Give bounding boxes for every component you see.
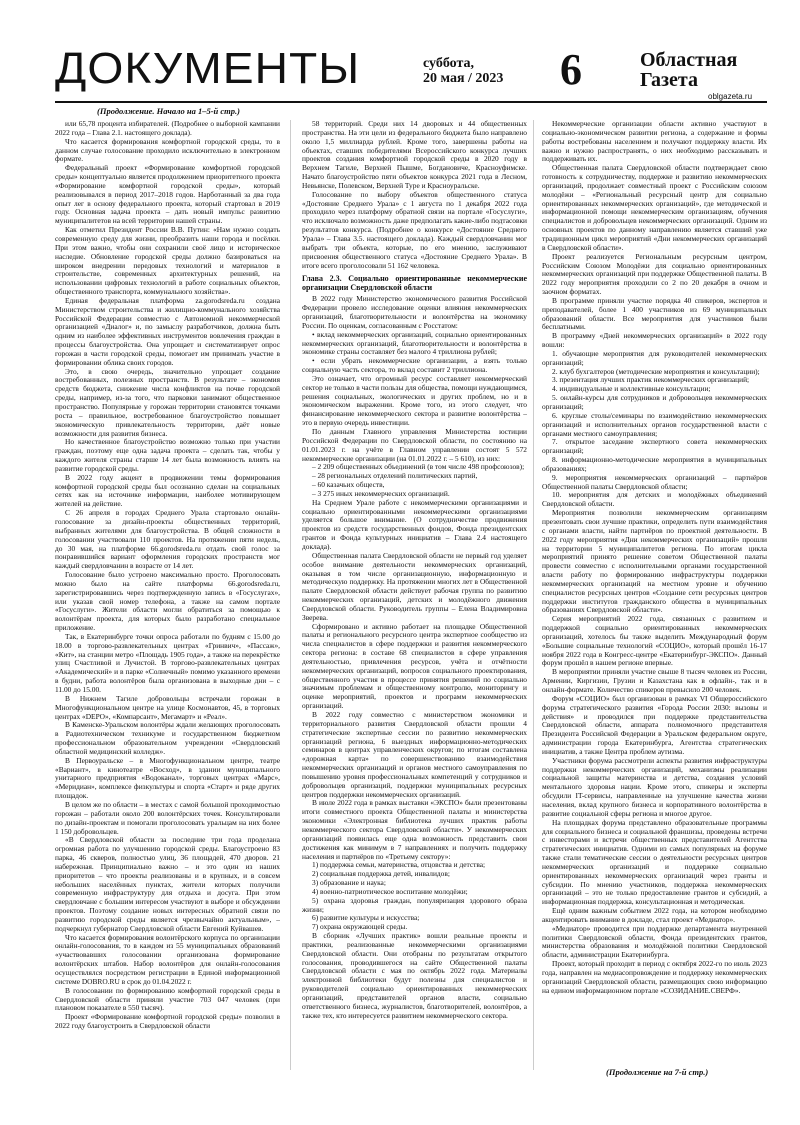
section-title: ДОКУМЕНТЫ [55,44,361,93]
paragraph: 6. круглые столы/семинары по взаимодействию некоммерческих организаций и исполнительных органов государственной власти с органами местного самоуправления; [542,410,767,438]
paragraph: По данным Главного управления Министерства юстиции Российской Федерации по Свердловской области, по состоянию на 01.01.2023 г. на учёте в Главном управлении состоят 5 572 некоммерческие организации (на 01.01.2022 г. – 5 610), из них: [302,427,527,463]
paragraph: Форум «СОЦИО» был организован в рамках VI Общероссийского форума стратегического развития «Города России 2030: вызовы и действия» и проводился при поддержке представительства Свердловской области, аппарата полномочного представителя Президента Российской Федерации в Уральском федеральном округе, администрации города Екатеринбурга, Агентства стратегических инициатив, а также Центра проблем аутизма. [542,693,767,756]
paragraph: 3. презентация лучших практик некоммерческих организаций; [552,375,750,385]
paragraph: Что касается формирования волонтёрского корпуса по организации онлайн-голосования, то в каждом из 55 муниципальных образований «участвовавших голосовании организована формирование волонтёрских штабов. Набор волонтёров для онлайн-голосования осуществлялся посредством регистрации в Единой информационной системе DOBRO.RU в срок до 01.04.2022 г. [55,932,280,986]
paragraph: • если убрать некоммерческие организации, а взять только социальную часть сектора, то вклад составит 2 триллиона. [302,356,527,375]
paragraph: Проект реализуется Региональным ресурсным центром, Российским Союзом Молодёжи для социально ориентированных некоммерческих организаций при поддержке Общественной палаты. В 2022 году мероприятия проходили со 2 по 20 декабря в очном и заочном форматах. [542,251,767,297]
paragraph: Сформировано и активно работает на площадке Общественной палаты и регионального ресурсного центра экспертное сообщество из числа специалистов в сфере поддержки и развития некоммерческого сектора региона: в составе 68 специалистов в сфере управления деятельностью, привлечения ресурсов, учёта и отчётности некоммерческих организаций, вопросов социального проектирования, общественного участия в процессе принятия решений по социально значимым проблемам и общественному контролю, мониторингу и оценке мероприятий, проектов и программ некоммерческих организаций. [302,621,527,711]
logo-line-2: Газета [640,69,698,91]
paragraph: Но качественное благоустройство возможно только при участии граждан, поэтому еще одна задача проекта – сделать так, чтобы у каждого жителя страны старше 14 лет была возможность влиять на развитие городской среды. [55,437,280,473]
chapter-heading: Глава 2.3. Социально ориентированные некоммерческие организации Свердловской области [302,274,527,293]
paragraph: 2. клуб бухгалтеров (методические мероприятия и консультации); [552,366,760,376]
paragraph: 5) охрана здоровья граждан, популяризация здорового образа жизни; [302,895,527,914]
paragraph: В Каменске-Уральском волонтёры ждали желающих проголосовать в Радиотехническом техникуме и государственном бюджетном профессиональном образовательном учреждении «Свердловский областной медицинский колледж». [55,720,280,756]
paragraph: Участники форума рассмотрели аспекты развития инфраструктуры поддержки некоммерческих организаций, механизмы реализации социальной защиты материнства и детства, создания условий ментального здоровья нации. Кроме этого, спикеры и эксперты обсудили IT-сервисы, направленные на улучшение качества жизни населения, вклад крупного бизнеса и корпоративного волонтёрства в развитие социальной сферы региона и многое другое. [542,755,767,818]
paragraph: или 65,78 процента избирателей. (Подробнее о выборной кампании 2022 года – Глава 2.1. настоящего доклада). [55,120,280,137]
paragraph: Проект «Формирование комфортной городской среды» позволил в 2022 году благоустроить в Свердловской области [55,1012,280,1031]
paragraph: С 26 апреля в городах Среднего Урала стартовало онлайн-голосование за дизайн-проекты общественных территорий, выбранных жителями для благоустройства. В общей сложности в голосовании участвовали 110 проектов. На протяжении пяти недель, до 30 мая, на платформе 66.gorodsreda.ru отдать свой голос за понравившийся вариант оформления городских пространств мог каждый свердловчанин в возрасте от 14 лет. [55,508,280,571]
paragraph: В Первоуральске – в Многофункциональном центре, театре «Вариант», в кинотеатре «Восход», в здании муниципального унитарного предприятия «Водоканал», торговых центрах «Марс», «Меридиан», комплексе физкультуры и спорта «Старт» и ряде других площадок. [55,755,280,801]
paragraph: Ещё одним важным событием 2022 года, на котором необходимо акцентировать внимание в докладе, стал проект «Медиатор». [542,906,767,924]
paragraph: «В Свердловской области за последние три года проделана огромная работа по улучшению городской среды. Благоустроено 83 парка, 46 скверов, полностью улиц, 36 площадей, 470 дворов. 21 набережная. Принципиально важно – и это один из наших приоритетов – что проекты реализованы и в крупных, и в совсем небольших населённых пунктах, жители которых получили современную инфраструктуру для отдыха и досуга. При этом свердловчане с большим интересом участвуют в выборе и обсуждении проектов. Поэтому создание новых интересных обратной связи по развитию городской среды является чрезвычайно актуальным», – подчеркнул губернатор Свердловской области Евгений Куйвашев. [55,835,280,933]
paragraph: 9. мероприятия некоммерческих организаций – партнёров Общественной палаты Свердловской области; [542,472,767,491]
paragraph: Это, в свою очередь, значительно упрощает создание востребованных, полезных пространств. В результате – экономия средств бюджета, снижение числа конфликтов на почве городской среды, например, из-за того, что парковки занимают общественное пространство. Популярные у горожан территории становятся точками роста – правильное, востребованное благоустройство повышает экономическую привлекательность территории, даёт новые возможности для развития бизнеса. [55,366,280,438]
column-3 [542,120,767,1080]
issue-date-value: 20 мая / 2023 [423,71,504,86]
paragraph: Что касается формирования комфортной городской среды, то в данном случае голосование проходило исключительно в электронном формате. [55,136,280,164]
header-rule [55,101,767,103]
paragraph: 7. открытое заседание экспертного совета некоммерческих организаций; [542,437,767,456]
newspaper-logo [640,50,737,90]
paragraph: 5. онлайн-курсы для сотрудников и добровольцев некоммерческих организаций; [542,393,767,411]
column-1 [55,120,280,1080]
paragraph: В мероприятии приняли участие свыше 8 тысяч человек из России, Армении, Киргизии, Грузии и Казахстана как в офлайн-, так и в онлайн-формате. Количество спикеров превысило 200 человек. [542,667,767,694]
paragraph: – 3 275 иных некоммерческих организаций. [312,488,450,498]
paragraph: – 60 казачьих обществ, [312,480,385,490]
paragraph: 6) развитие культуры и искусства; [312,913,420,923]
paragraph: «Медиатор» проводится при поддержке департамента внутренней политики Свердловской области, Фонда президентских грантов, министерства образования и молодёжной политики Свердловской области, администрации Екатеринбурга. [542,923,767,960]
paragraph: 4) военно-патриотическое воспитание молодёжи; [312,886,468,896]
paragraph: Общественная палата Свердловской области подтверждает свою готовность к сотрудничеству, поддержке и развитию некоммерческих организаций, продолжает совместный проект с Российским союзом молодёжи – «Региональный ресурсный центр для социально ориентированных некоммерческих организаций», где методической и информационной помощи некоммерческим организациям, обучения специалистов и добровольцев некоммерческих организаций. Одним из основных проектов по данному направлению является ставший уже традиционным цикл мероприятий «Дни некоммерческих организаций в Свердловской области». [542,163,767,252]
paragraph: Так, в Екатеринбурге точки опроса работали по будням с 15.00 до 18.00 в торгово-развлекательных центрах «Гринвич», «Пассаж», «Кит», на станции метро «Площадь 1905 года», а также на перекрёстке улиц Счастливой и Лучистой. В торгово-развлекательных центрах «Академический» и в парке «Солнечный» помимо указанного времени в будни, работа волонтёров была организована в выходные дни – с 11.00 до 15.00. [55,631,280,694]
masthead [55,44,767,101]
paragraph: Мероприятия позволили некоммерческим организациям презентовать свои лучшие практики, определить пути взаимодействия с органами власти, найти партнёров по проектной деятельности. В 2022 году мероприятия «Дни некоммерческих организаций» прошли на территории 5 муниципалитетов региона. По итогам цикла мероприятий принято решение советом Общественной палаты провести совместно с исполнительными органами государственной власти работу по формированию инфраструктуры поддержки некоммерческих организаций на местном уровне и обучению специалистов ресурсных центров «Создание сети ресурсных центров поддержки институтов гражданского общества в муниципальных образованиях Свердловской области». [542,508,767,615]
paragraph: Проект, который проходит в период с октября 2022-го по июль 2023 года, направлен на медиасопровождение и поддержку некоммерческих организаций Свердловской области, размещающих свою информацию на едином информационном портале «СОЗИДАНИЕ.СВЕРФ». [542,959,767,995]
paragraph: В программе приняли участие порядка 40 спикеров, экспертов и преподавателей, более 1 400 участников из 69 муниципальных образований области. Все мероприятия для участников были бесплатными. [542,295,767,332]
paragraph: В июле 2022 года в рамках выставки «ЭКСПО» были презентованы итоги совместного проекта Общественной палаты и министерства экономики «Электронная библиотека лучших практик работы некоммерческого сектора Свердловской области». У некоммерческих организаций появилась еще одна возможность представить свои достижения как минимум в 7 направлениях и получить поддержку населения и партнёров по «Третьему сектору»: [302,798,527,861]
site-url[interactable]: oblgazeta.ru [708,92,753,101]
paragraph: Некоммерческие организации области активно участвуют в социально-экономическом развитии региона, а содержание и формы работы востребованы населением и получают поддержку власти. Их важно и нужно распространять, о них необходимо рассказывать и поддерживать их. [542,120,767,164]
paragraph: В целом же по области – в местах с самой большой проходимостью горожан – работали около 200 волонтёрских точек. Консультировали по дизайн-проектам и помогали проголосовать уральцам на них более 1 150 добровольцев. [55,799,280,836]
column-2 [302,120,527,1080]
paragraph: В 2022 году акцент в продвижении темы формирования комфортной городской среды был осознанно сделан на социальных сетях как на источнике информации, наиболее мотивирующем жителей на действие. [55,472,280,509]
paragraph: 7) охрана окружающей среды. [312,922,408,932]
paragraph: Как отметил Президент России В.В. Путин: «Нам нужно создать современную среду для жизни, преобразить наши города и посёлки. При этом важно, чтобы они сохранили своё лицо и историческое наследие. Обновление городской среды должно базироваться на широком внедрении передовых технологий и материалов в строительстве, современных архитектурных решений, на использовании цифровых технологий в работе социальных объектов, общественного транспорта, коммунального хозяйства». [55,225,280,297]
paragraph: 4. индивидуальные и коллективные консультации; [552,384,711,394]
paragraph: 3) образование и наука; [312,878,386,888]
paragraph: Голосование по выбору объектов общественного статуса «Достояние Среднего Урала» с 1 августа по 1 декабря 2022 года проходило через платформу обратной связи на портале «Госуслуги», что исключало возможность даже предполагать какие-либо подтасовки результатов конкурса. (Подробнее о конкурсе «Достояние Среднего Урала» – Глава 3.5. настоящего доклада). Каждый свердловчанин мог выбрать три объекта, которые, по его мнению, заслуживают присвоения общественного статуса «Достояние Среднего Урала». В итоге всего проголосовали 51 162 человека. [302,189,527,270]
column-divider [290,120,291,1070]
paragraph: – 28 региональных отделений политических партий, [312,471,478,481]
paragraph: 2) социальная поддержка детей, инвалидов; [312,869,450,879]
paragraph: 8. информационно-методические мероприятия в муниципальных образованиях; [542,455,767,473]
paragraph: 1) поддержка семьи, материнства, отцовства и детства; [312,860,486,870]
continued-to: (Продолжение на 7-й стр.) [606,1067,709,1077]
page-number: 6 [560,45,582,94]
paragraph: В 2022 году совместно с министерством экономики и территориального развития Свердловской области прошли 4 стратегические экспертные сессии по развитию некоммерческих организаций региона, 6 выездных информационно-методических семинаров в центрах управленческих округов; по итогам составлена «дорожная карта» по совершенствованию взаимодействия некоммерческих организаций и органов местного самоуправления по повышению уровня профессиональных компетенций у сотрудников и добровольцев организаций, поддержки муниципальных ресурсных центров поддержки некоммерческих организаций. [302,710,527,799]
paragraph: Это означает, что огромный ресурс составляет некоммерческий сектор не только в части пользы для общества, помощи нуждающимся, решения социальных, экологических и других проблем, но и в экономическом выражении. Кроме того, из этого следует, что финансирование некоммерческого сектора и развитие волонтёрства – это в первую очередь инвестиции. [302,373,527,428]
paragraph: Федеральный проект «Формирование комфортной городской среды» концептуально является продолжением приоритетного проекта «Формирование комфортной городской среды», который реализовывался в период 2017–2018 годов. Нарботанный за два года опыт лег в основу федерального проекта, который стартовал в 2019 году. Основная задача проекта – дать новый импульс развитию муниципалитетов на всей территории нашей страны. [55,163,280,226]
issue-day: суббота, [423,56,475,71]
paragraph: Общественная палата Свердловской области не первый год уделяет особое внимание деятельности некоммерческих организаций, оказывая в том числе организационную, информационную и методическую поддержку. На протяжении многих лет в Общественной палате Свердловской области действует рабочая группа по развитию некоммерческих организаций, детских и молодёжного движения Свердловской области. Руководитель группы – Елена Владимировна Зверева. [302,550,527,622]
paragraph: 1. обучающие мероприятия для руководителей некоммерческих организаций; [542,348,767,367]
issue-date [423,56,503,86]
paragraph: Единая федеральная платформа za.gorodsreda.ru создана Министерством строительства и жилищно-коммунального хозяйства Российской Федерации совместно с Автономной некоммерческой организацией «Диалог» и, по замыслу разработчиков, должна быть одним из наиболее эффективных инструментов вовлечения граждан в процессы благоустройства. Она упрощает и систематизирует опрос горожан в части городской среды, помогает им принимать участие в формировании облика своих городов. [55,295,280,367]
paragraph: 10. мероприятия для детских и молодёжных объединений Свердловской области. [542,490,767,509]
paragraph: В Нижнем Тагиле добровольцы встречали горожан в Многофункциональном центре на улице Космонавтов, 45, в торговых центрах «DEPO», «Компарсант», Мегамарт» и «Реал». [55,693,280,721]
paragraph: • вклад некоммерческих организаций, социально ориентированных некоммерческих организаций, благотворительности и волонтёрства в экономике страны составляет без малого 4 триллиона рублей; [302,329,527,357]
paragraph: В голосовании по формированию комфортной городской среды в Свердловской области приняли участие 703 047 человек (при плановом показателе в 550 тысяч). [55,985,280,1013]
paragraph: В программу «Дней некоммерческих организаций» в 2022 году вошли: [542,331,767,350]
paragraph: 58 территорий. Среди них 14 дворовых и 44 общественных пространства. На эти цели из федерального бюджета было направлено около 1,5 миллиарда рублей. Кроме того, завершены работы на объектах, ставших победителями Всероссийского конкурса лучших проектов создания комфортной городской среды в 2020 году в Верхнем Тагиле, Верхней Пышме, Богдановиче, Красноуфимске. Начато благоустройство пяти объектов конкурса 2021 года в Лесном, Невьянске, Полевском, Верхней Туре и Красноуральске. [302,120,527,190]
paragraph: В сборник «Лучших практик» вошли реальные проекты и практики, реализованные некоммерческими организациями Свердловской области. Они отобраны по результатам открытого голосования, проводившегося на сайте Общественной палаты Свердловской области с мая по октябрь 2022 года. Материалы электронной библиотеки будут полезны для специалистов и руководителей социально ориентированных некоммерческих организаций, представителей органов власти, социально ответственного бизнеса, журналистов, благотворителей, волонтёров, а также тех, кто интересуется развитием некоммерческого сектора. [302,931,527,1020]
paragraph: На Среднем Урале работе с некоммерческими организациями и социально ориентированными некоммерческими организациями уделяется большое внимание. (О сотрудничестве продвижения проектов из средств государственных фондов, Фонда президентских грантов и Фонда культурных инициатив – Глава 2.4 настоящего доклада). [302,497,527,551]
paragraph: Серия мероприятий 2022 года, связанных с развитием и поддержкой социально ориентированных некоммерческих организаций, хотелось бы также выделить Международный форум «Большие социальные технологий «СОЦИО», который прошёл 16-17 ноября 2022 года в Конгресс-центре «Екатеринбург-ЭКСПО». Данный форум прошёл в нашем регионе впервые. [542,614,767,668]
paragraph: На площадках форума представлено образовательные программы для социального бизнеса и социальной франшизы, проведены встречи с инвесторами и встречи общественных представителей Агентства стратегических инициатив. Одними из самых популярных на форуме также стали тематические сессии о деятельности ресурсных центров некоммерческих организаций и поддержке социально ориентированных некоммерческих организаций через гранты и субсидии. По мнению участников, поддержка некоммерческих организаций – это не только предоставление грантов и субсидий, а информационная поддержка, консультационная и методическая. [542,817,767,907]
paragraph: В 2022 году Министерство экономического развития Российской Федерации провело исследование оценки влияния некоммерческих организаций, благотворительности и волонтёрства на экономику России. По оценкам, согласованным с Росстатом: [302,294,527,330]
paragraph: – 2 209 общественных объединений (в том числе 498 профсоюзов); [312,462,525,472]
paragraph: Голосование было устроено максимально просто. Проголосовать можно было на сайте платформы 66.gorodsreda.ru, зарегистрировавшись через подтвержденную запись в «Госуслугах», или указав свой номер телефона, а также на самом портале «Госуслуги». Жители области могли обратиться за помощью к волонтёрам проекта, для которых было разработано специальное приложение. [55,570,280,633]
continued-from: (Продолжение. Начало на 1–5-й стр.) [97,106,240,116]
column-divider [533,120,534,1070]
logo-line-1: Областная [640,49,738,71]
